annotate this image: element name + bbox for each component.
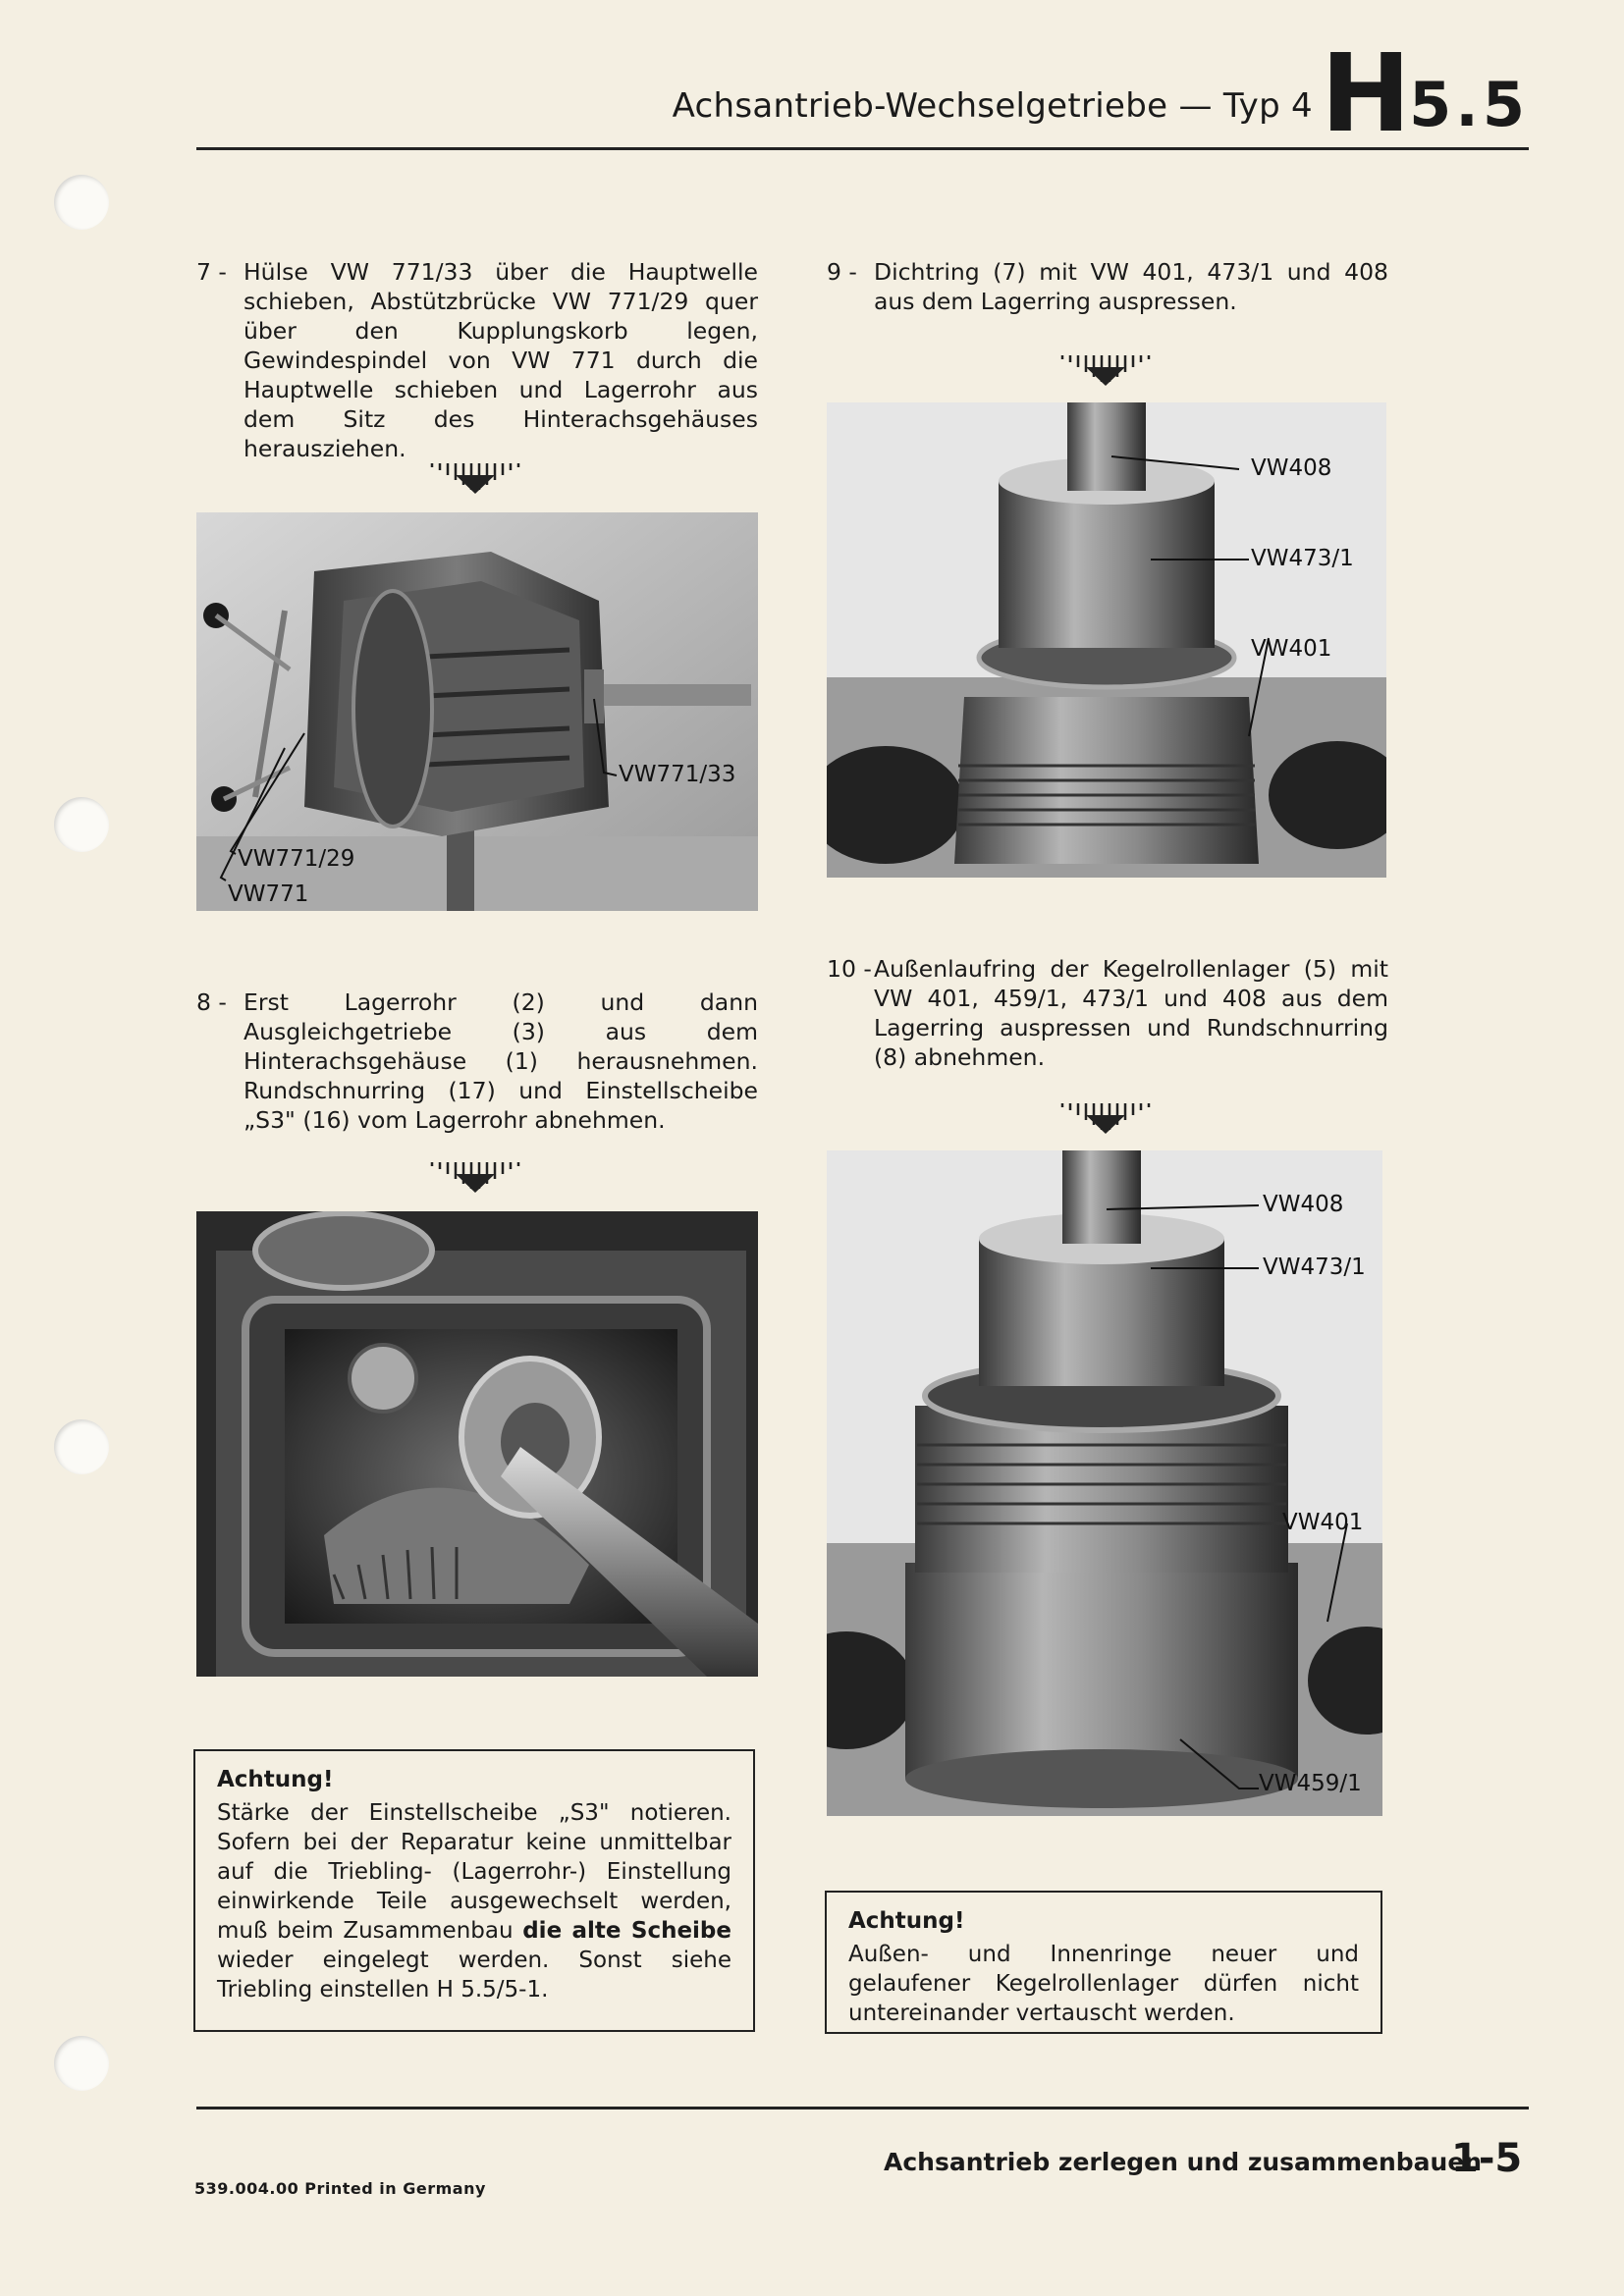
step-9 bbox=[827, 257, 1388, 316]
step-number: 8 - bbox=[196, 988, 227, 1016]
note-body: Außen- und Innenringe neuer und gelaufener Kegelrollenlager dürfen nicht untereinander vertauscht werden. bbox=[848, 1942, 1359, 2026]
step-text: Erst Lagerrohr (2) und dann Ausgleichgetriebe (3) aus dem Hinterachsgehäuse (1) herausnehmen. Rundschnurring (17) und Einstellscheibe „S3" (16) vom Lagerrohr abnehmen. bbox=[244, 988, 758, 1134]
step-10 bbox=[827, 954, 1388, 1072]
binder-hole bbox=[54, 797, 109, 852]
section-letter: H bbox=[1320, 30, 1411, 156]
note-heading: Achtung! bbox=[217, 1767, 334, 1792]
footer-print-info: 539.004.00 Printed in Germany bbox=[194, 2179, 486, 2198]
header-title: Achsantrieb-Wechselgetriebe — Typ 4 bbox=[672, 86, 1313, 126]
step-number: 9 - bbox=[827, 258, 857, 286]
note-text-b: wieder eingelegt werden. Sonst siehe Triebling einstellen H 5.5/5-1. bbox=[217, 1948, 731, 2002]
step-text: Außenlaufring der Kegelrollenlager (5) mit VW 401, 459/1, 473/1 und 408 aus dem Lagerring auspressen und Rundschnurring (8) abnehmen. bbox=[874, 955, 1388, 1071]
note-text-bold: die alte Scheibe bbox=[522, 1918, 731, 1944]
warning-note-shim bbox=[193, 1749, 755, 2032]
note-body bbox=[217, 1798, 731, 2004]
photo-4-label-vw408: VW408 bbox=[1263, 1192, 1344, 1217]
photo-1-label-vw771: VW771 bbox=[228, 881, 309, 907]
photo-1-label-vw771-29: VW771/29 bbox=[238, 846, 355, 872]
photo-3-label-vw473-1: VW473/1 bbox=[1251, 546, 1354, 571]
binder-hole bbox=[54, 1419, 109, 1474]
photo-2-illustration bbox=[196, 1211, 758, 1677]
photo-4-illustration bbox=[827, 1150, 1382, 1816]
step-number: 7 - bbox=[196, 258, 227, 286]
footer-rule bbox=[196, 2107, 1529, 2109]
warning-note-bearings bbox=[825, 1891, 1382, 2034]
photo-4-label-vw473-1: VW473/1 bbox=[1263, 1255, 1366, 1280]
step-text: Hülse VW 771/33 über die Hauptwelle schieben, Abstützbrücke VW 771/29 quer über den Kupplungskorb legen, Gewindespindel von VW 771 durch die Hauptwelle schieben und Lagerrohr aus dem Sitz des Hinterachsgehäuses herausziehen. bbox=[244, 258, 758, 462]
photo-seal-press-out bbox=[827, 402, 1386, 878]
page-number: 1-5 bbox=[1451, 2136, 1523, 2181]
photo-differential-removal bbox=[196, 1211, 758, 1677]
note-heading: Achtung! bbox=[848, 1908, 965, 1934]
note-text-a: Stärke der Einstellscheibe „S3" notieren. Sofern bei der Reparatur keine unmittelbar auf die Triebling- (Lagerrohr-) Einstellung einwirkende Teile ausgewechselt werden, muß beim Zusammenbau bbox=[217, 1800, 731, 1944]
photo-4-label-vw401: VW401 bbox=[1282, 1510, 1364, 1535]
section-number: 5.5 bbox=[1409, 69, 1529, 140]
step-text: Dichtring (7) mit VW 401, 473/1 und 408 aus dem Lagerring auspressen. bbox=[874, 258, 1388, 315]
step-8 bbox=[196, 988, 758, 1135]
photo-1-label-vw771-33: VW771/33 bbox=[619, 762, 736, 787]
photo-3-label-vw401: VW401 bbox=[1251, 636, 1332, 662]
down-arrow-icon bbox=[426, 1160, 524, 1194]
down-arrow-icon bbox=[426, 461, 524, 495]
down-arrow-icon bbox=[1056, 1101, 1155, 1135]
step-number: 10 - bbox=[827, 955, 872, 983]
photo-4-label-vw459-1: VW459/1 bbox=[1259, 1771, 1362, 1796]
binder-hole bbox=[54, 2036, 109, 2091]
binder-hole bbox=[54, 175, 109, 230]
page-header bbox=[196, 30, 1529, 156]
footer-chapter-title: Achsantrieb zerlegen und zusammenbauen bbox=[884, 2148, 1483, 2176]
step-7 bbox=[196, 257, 758, 463]
photo-outer-race-press-out bbox=[827, 1150, 1382, 1816]
down-arrow-icon bbox=[1056, 353, 1155, 387]
photo-3-label-vw408: VW408 bbox=[1251, 455, 1332, 481]
photo-bearing-tube-removal bbox=[196, 512, 758, 911]
